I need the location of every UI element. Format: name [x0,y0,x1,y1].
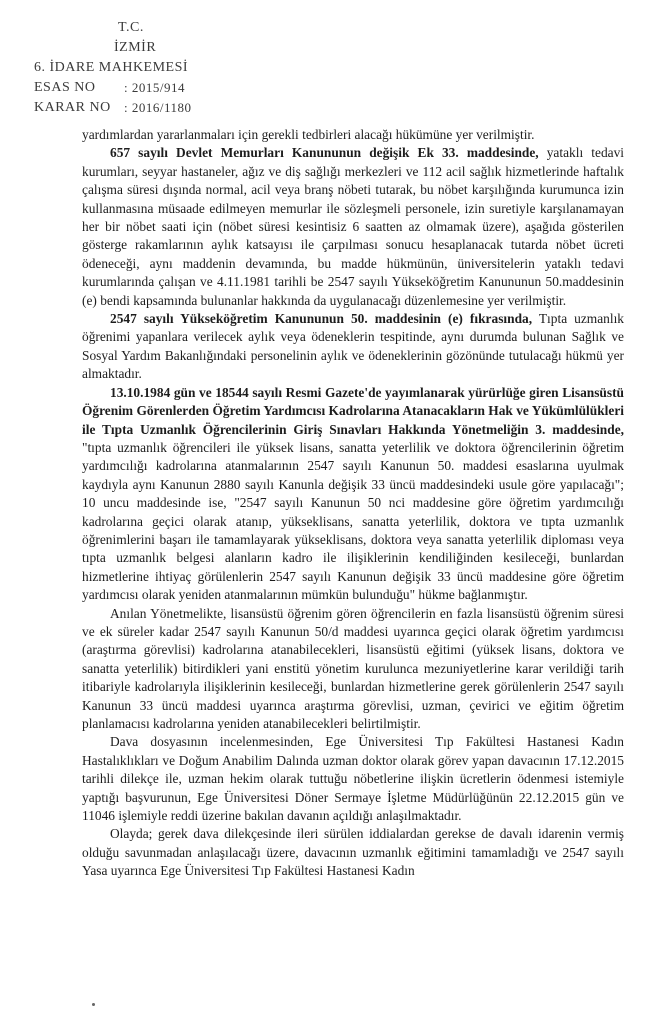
paragraph-2547 [82,310,624,384]
paragraph-657-text: yataklı tedavi kurumları, seyyar hastaneler, ağız ve diş sağlığı merkezleri ve 112 acil sağlık hizmetlerinde haftalık çalışma süresi dışında normal, acil veya branş nöbeti tutarak, bu nöbet karşılığında kurumunca izin kullanmasına müsaade edilmeyen memurlar ile sözleşmeli personele, izin suretiyle karşılanamayan her bir nöbet saati için (nöbet süresi kesintisiz 6 saatten az olmamak üzere), aşağıda gösterilen gösterge rakamlarının aylık katsayısı ile çarpılması sonucu hesaplanacak tutarda nöbet ücreti ödeneceği, aynı maddenin devamında, bu madde hükmünün, üniversitelerin yataklı tedavi kurumlarında çalışan ve 4.11.1981 tarihli be 2547 sayılı Yükseköğretim Kanununun 50.maddesinin (e) bendi kapsamında bulunanlar hakkında da uygulanacağı düzenlemesine yer verilmiştir. [82,145,624,308]
paragraph-657-heading: 657 sayılı Devlet Memurları Kanununun değişik Ek 33. maddesinde, [110,145,539,161]
paragraph-2547-heading: 2547 sayılı Yükseköğretim Kanununun 50. maddesinin (e) fıkrasında, [110,311,533,327]
paragraph-2547-text: Tıpta uzmanlık öğrenimi yapanlara verilecek aylık veya ödeneklerin tespitinde, aynı durumda bulunan Sağlık ve Sosyal Yardım Bakanlığındaki personelinin aylık ve ödeneklerinin gözönünde tutulacağı hükmü yer almaktadır. [82,311,625,382]
paragraph-regulation-text: "tıpta uzmanlık öğrencileri ile yüksek lisans, sanatta yeterlilik ve doktora öğrencilerinin öğretim yardımcılığı kadrolarına atanmalarının 2547 sayılı Kanunun 50. maddesi esaslarına uyulmak kaydıyla aynı Kanunun 2880 sayılı Kanunla değişik 33 üncü maddesindeki usule göre yapılacağı"; 10 uncu maddesinde ise, "2547 sayılı Kanunun 50 nci maddesine göre öğretim yardımcılığı kadrolarına geçici olarak atanıp, yükseklisans, sanatta yeterlilik, doktora ve tıpta uzmanlık öğrenimlerini başarı ile tamamlayarak yükseklisans, doktora veya sanatta yeterlilik diploması veya tıpta uzmanlık belgesi alanların kadro ile ilişiklerinin kendiliğinden kesileceği, bunlardan hizmetlerine ihtiyaç görülenlerin 2547 sayılı Kanunun değişik 33 üncü maddesine göre öğretim yardımcısı olarak yeniden atanmalarının mümkün bulunduğu" hükme bağlanmıştır. [82,439,624,603]
paragraph-regulation-summary: Anılan Yönetmelikte, lisansüstü öğrenim gören öğrencilerin en fazla lisansüstü öğrenim süresi ve ek süreler kadar 2547 sayılı Kanunun 50/d maddesi uyarınca geçici olarak öğretim yardımcısı (araştırma görevlisi) kadrolarına atanabilecekleri, lisansüstü eğitimi (yüksek lisans, doktora ve sanatta yeterlilik) bitirdikleri yani enstitü yönetim kurulunca mezuniyetlerine karar verildiği tarih itibariyle kadrolarıyla ilişiklerinin kesileceği, bunlardan hizmetlerine gerek görülenlerin 2547 sayılı Kanunun 33 üncü maddesi uyarınca araştırma görevlisi, uzman, çevirici ve eğitim öğretim planlamacısı kadrolarına yeniden atanabilecekleri belirtilmiştir. [82,605,624,731]
paragraph-regulation [82,384,624,605]
paragraph-regulation-heading: 13.10.1984 gün ve 18544 sayılı Resmi Gazete'de yayımlanarak yürürlüğe giren Lisansüstü Öğrenim Görenlerden Öğretim Yardımcısı Kadrolarına Atanacakların Hak ve Yükümlülükleri ile Tıpta Uzmanlık Öğrencilerinin Giriş Sınavları Hakkında Yönetmeliğin 3. maddesinde, [82,384,624,437]
esas-label: ESAS NO [34,80,96,95]
paragraph-incident: Olayda; gerek dava dilekçesinde ileri sürülen iddialardan gerekse de davalı idarenin vermiş olduğu savunmadan anlaşılacağı üzere, davacının uzmanlık eğitimini tamamladığı ve 2547 sayılı Yasa uyarınca Ege Üniversitesi Tıp Fakültesi Hastanesi Kadın [82,826,624,879]
document-body [82,126,624,881]
karar-label: KARAR NO [34,100,111,115]
page-mark [92,1003,95,1006]
court-header [18,18,318,118]
paragraph-case-file: Dava dosyasının incelenmesinden, Ege Üniversitesi Tıp Fakültesi Hastanesi Kadın Hastalıklıkları ve Doğum Anabilim Dalında uzman doktor olarak görev yapan davacının 17.12.2015 tarihli dilekçe ile, uzman hekim olarak tuttuğu nöbetlerine ilişkin ücretlerin ödenmesi istemiyle yaptığı başvurunun, Ege Üniversitesi Döner Sermaye İşletme Müdürlüğünün 22.12.2015 gün ve 11046 işlemiyle reddi üzerine bakılan davanın açıldığı anlaşılmaktadır. [82,734,624,824]
karar-value: : 2016/1180 [124,100,192,115]
header-court: 6. İDARE MAHKEMESİ [34,60,189,75]
header-tc: T.C. [118,20,144,35]
header-esas-row [18,78,318,98]
continuation-line: yardımlardan yararlanmaları için gerekli tedbirleri alacağı hükümüne yer verilmiştir. [82,127,535,142]
paragraph-657 [82,144,624,310]
header-karar-row [18,98,318,118]
esas-value: : 2015/914 [124,80,185,95]
header-city: İZMİR [114,40,157,55]
